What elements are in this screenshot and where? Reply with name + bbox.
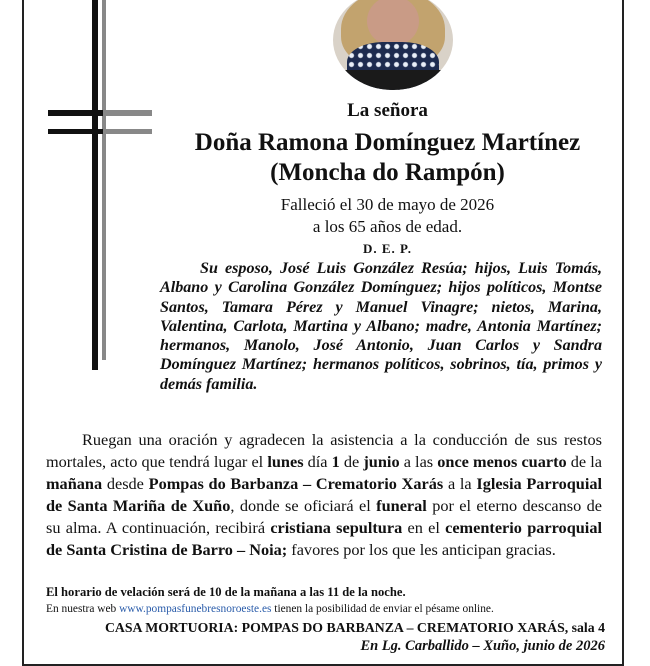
heading: La señora	[347, 100, 428, 121]
age: a los 65 años de edad.	[312, 217, 463, 236]
funeral-home: CASA MORTUORIA: POMPAS DO BARBANZA – CREMATORIO XARÁS, sala 4	[104, 620, 605, 635]
family-list: Su esposo, José Luis González Resúa; hijos, Luis Tomás, Albano y Carolina González Domínguez; hijos políticos, Montse Santos, Tamara Pérez y Manuel Vinagre; nietos, Marina, Valentina, Carlota, Martina y Albano; madre, Antonia Martínez; hermanos, Manolo, José Antonio, Juan Carlos y Sandra Domínguez Martínez; hermanos políticos, sobrinos, tía, primos y demás familia.	[160, 260, 602, 393]
wake-hours: El horario de velación será de 10 de la mañana a las 11 de la noche.	[46, 585, 406, 599]
rip-abbreviation: D. E. P.	[362, 241, 413, 256]
deceased-portrait	[333, 0, 453, 90]
ceremony-text: Ruegan una oración y agradecen la asistencia a la conducción de sus restos mortales, acto que tendrá lugar el lunes día 1 de junio a las once menos cuarto de la mañana desde Pompas do Barbanza – Crematorio Xarás a la Iglesia Parroquial de Santa Mariña de Xuño, donde se oficiará el funeral por el eterno descanso de su alma. A continuación, recibirá cristiana sepultura en el cementerio parroquial de Santa Cristina de Barro – Noia; favores por los que les anticipan gracias.	[46, 430, 603, 559]
place-date: En Lg. Carballido – Xuño, junio de 2026	[360, 638, 605, 654]
deceased-nickname: (Moncha do Rampón)	[270, 159, 505, 186]
web-note: En nuestra web www.pompasfunebresnoroeste.es tienen la posibilidad de enviar el pésame online.	[46, 603, 494, 615]
death-date: Falleció el 30 de mayo de 2026	[280, 195, 495, 214]
deceased-name: Doña Ramona Domínguez Martínez	[194, 129, 581, 156]
website-link[interactable]: www.pompasfunebresnoroeste.es	[119, 603, 272, 615]
